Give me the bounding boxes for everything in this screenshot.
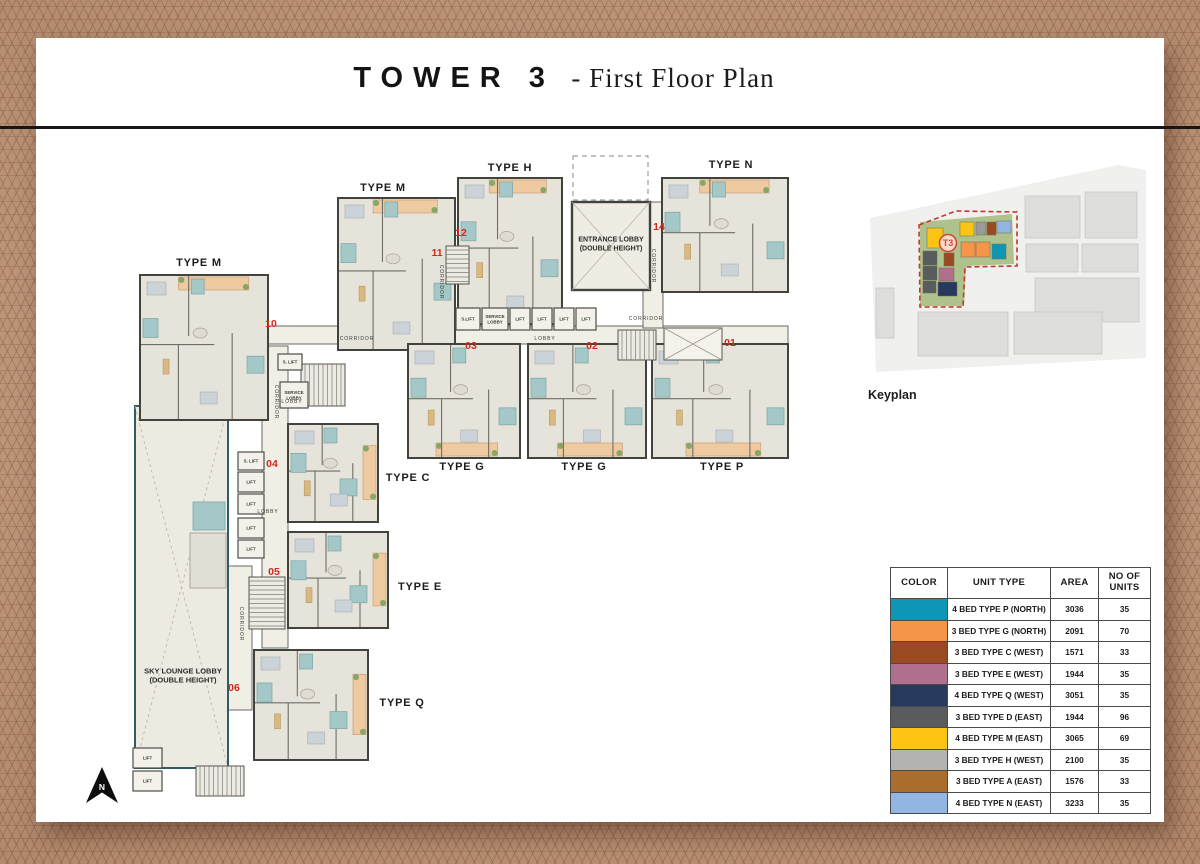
lift-box [532,308,552,330]
unit-type-p [652,344,788,473]
legend-row [891,771,1151,793]
legend-unit-type: 4 BED TYPE P (NORTH) [948,599,1051,621]
unit-type-n [662,159,788,292]
lift-label: LIFT [559,316,569,322]
corridor-label: CORRIDOR [238,606,244,642]
legend-color-swatch [891,620,948,642]
unit-type-q [254,650,425,760]
entrance-lobby-label: ENTRANCE LOBBY (DOUBLE HEIGHT) [578,236,644,253]
legend-row [891,685,1151,707]
legend-header-unit-type: UNIT TYPE [948,568,1051,599]
keyplan-tower-block [923,251,937,265]
legend-row [891,792,1151,814]
keyplan-tower-block [992,244,1006,259]
legend-row [891,642,1151,664]
keyplan-site-block [876,288,894,338]
legend-unit-type: 4 BED TYPE M (EAST) [948,728,1051,750]
unit-type-label: TYPE C [385,472,431,484]
legend-area: 3051 [1051,685,1099,707]
unit-type-label: TYPE E [398,581,442,593]
lift-box [133,748,162,768]
legend-unit-type: 4 BED TYPE Q (WEST) [948,685,1051,707]
legend-unit-type: 3 BED TYPE D (EAST) [948,706,1051,728]
lift-shaft [664,328,722,360]
lift-label: SERVICE LOBBY [485,313,505,325]
keyplan [870,165,1146,372]
keyplan-tower-block [976,222,986,235]
keyplan-site-block [1085,192,1137,238]
legend-header-row [891,568,1151,599]
keyplan-tower-block [961,242,975,257]
lift-box [133,771,162,791]
legend-unit-type: 3 BED TYPE E (WEST) [948,663,1051,685]
corridor-label: CORRIDOR [650,248,656,284]
lift-label: LIFT [142,755,153,761]
corridor-label: LOBBY [534,336,556,342]
staircase [196,766,244,796]
unit-number: 11 [431,247,443,259]
north-arrow [86,767,118,803]
lift-box [278,354,302,370]
keyplan-caption: Keyplan [868,388,917,402]
lift-label: LIFT [246,479,256,485]
unit-number: 02 [586,340,598,352]
legend-color-swatch [891,599,948,621]
legend-row [891,728,1151,750]
keyplan-tower-block [987,222,996,235]
legend-area: 2100 [1051,749,1099,771]
lift-label: S. LIFT [243,458,259,464]
corridor-label: CORRIDOR [628,316,664,322]
unit-type-label: TYPE G [561,461,607,473]
keyplan-tower-block [944,253,954,266]
legend-unit-count: 33 [1099,642,1151,664]
keyplan-site-block [1026,244,1078,272]
lift-box [238,518,264,538]
keyplan-tower-block [923,266,937,280]
lift-label: LIFT [581,316,591,322]
legend-unit-count: 69 [1099,728,1151,750]
unit-number: 03 [465,340,477,352]
legend-area: 1576 [1051,771,1099,793]
corridor-label: CORRIDOR [339,336,375,342]
corridor-label: LOBBY [281,399,303,405]
staircase [618,330,656,360]
tower-title: TOWER 3 [353,62,555,94]
legend-color-swatch [891,771,948,793]
entrance-lobby [572,156,650,290]
unit-number: 01 [724,337,736,349]
unit-number: 10 [265,318,277,330]
lift-box [510,308,530,330]
legend-color-swatch [891,642,948,664]
lift-label: S. LIFT [282,359,298,365]
legend-unit-count: 35 [1099,792,1151,814]
keyplan-t3-label: T3 [942,238,954,248]
legend-area: 2091 [1051,620,1099,642]
staircase [446,246,469,284]
corridor-label: LOBBY [257,509,279,515]
unit-type-label: TYPE Q [379,697,425,709]
unit-type-label: TYPE P [700,461,744,473]
legend-unit-count: 35 [1099,663,1151,685]
lift-label: LIFT [515,316,525,322]
legend-header-units: NO OF UNITS [1099,568,1151,599]
legend-unit-count: 35 [1099,599,1151,621]
sky-lounge-label: SKY LOUNGE LOBBY (DOUBLE HEIGHT) [144,666,222,685]
legend-row [891,706,1151,728]
legend-area: 1944 [1051,706,1099,728]
legend-color-swatch [891,685,948,707]
lift-box [238,452,264,470]
lift-box [576,308,596,330]
legend-unit-count: 35 [1099,685,1151,707]
keyplan-tower-block [960,222,974,236]
legend-unit-type: 3 BED TYPE H (WEST) [948,749,1051,771]
legend-area: 3065 [1051,728,1099,750]
legend-color-swatch [891,749,948,771]
unit-type-label: TYPE H [487,162,533,174]
unit-number: 06 [228,682,240,694]
keyplan-tower-block [976,242,990,257]
lift-label: LIFT [246,501,256,507]
legend-unit-type: 4 BED TYPE N (EAST) [948,792,1051,814]
keyplan-site-block [1014,312,1102,354]
legend-area: 1944 [1051,663,1099,685]
lift-label: LIFT [246,525,256,531]
legend-color-swatch [891,706,948,728]
title-divider-line [0,126,1200,129]
legend-area: 3233 [1051,792,1099,814]
legend-table [890,567,1151,814]
unit-number: 14 [653,221,665,233]
legend-table-wrap [890,567,1151,814]
unit-type-m-top [338,182,455,350]
lift-label: LIFT [537,316,547,322]
keyplan-tower-block [923,281,936,293]
legend-header-color: COLOR [891,568,948,599]
legend-unit-type: 3 BED TYPE A (EAST) [948,771,1051,793]
legend-unit-count: 33 [1099,771,1151,793]
legend-header-area: AREA [1051,568,1099,599]
keyplan-site-block [1082,244,1138,272]
unit-type-label: TYPE M [176,257,222,269]
unit-type-g-1 [408,344,520,473]
legend-row [891,620,1151,642]
lift-box [456,308,480,330]
unit-type-label: TYPE G [439,461,485,473]
corridor-label: CORRIDOR [273,384,279,420]
lift-box [238,540,264,558]
legend-unit-type: 3 BED TYPE G (NORTH) [948,620,1051,642]
unit-number: 12 [455,227,467,239]
floor-plan-subtitle: - First Floor Plan [571,63,775,93]
unit-number: 05 [268,566,280,578]
unit-type-m-left [140,257,268,420]
page-title [0,62,1200,95]
legend-area: 3036 [1051,599,1099,621]
keyplan-tower-block [939,268,954,281]
legend-color-swatch [891,728,948,750]
legend-unit-type: 3 BED TYPE C (WEST) [948,642,1051,664]
lift-label: SERVICE LOBBY [284,389,304,401]
lift-box [554,308,574,330]
unit-number: 04 [266,458,278,470]
lift-box [482,308,508,330]
lift-box [238,472,264,492]
legend-row [891,663,1151,685]
sky-lounge-lobby [135,406,228,768]
keyplan-tower-block [938,282,957,296]
unit-type-h [458,162,562,324]
legend-unit-count: 96 [1099,706,1151,728]
lift-label: S.LIFT [461,316,475,322]
keyplan-site-block [1025,196,1080,238]
lift-label: LIFT [246,546,256,552]
legend-color-swatch [891,792,948,814]
keyplan-site-block [918,312,1008,356]
legend-color-swatch [891,663,948,685]
unit-type-e [288,532,442,628]
legend-row [891,599,1151,621]
legend-unit-count: 35 [1099,749,1151,771]
north-label: N [98,782,106,792]
staircase [249,577,285,629]
unit-type-label: TYPE N [708,159,754,171]
unit-type-label: TYPE M [360,182,406,194]
legend-area: 1571 [1051,642,1099,664]
keyplan-tower-block [997,221,1011,233]
corridor-label: CORRIDOR [438,264,444,300]
lift-label: LIFT [142,778,153,784]
unit-type-g-2 [528,344,646,473]
legend-row [891,749,1151,771]
legend-unit-count: 70 [1099,620,1151,642]
